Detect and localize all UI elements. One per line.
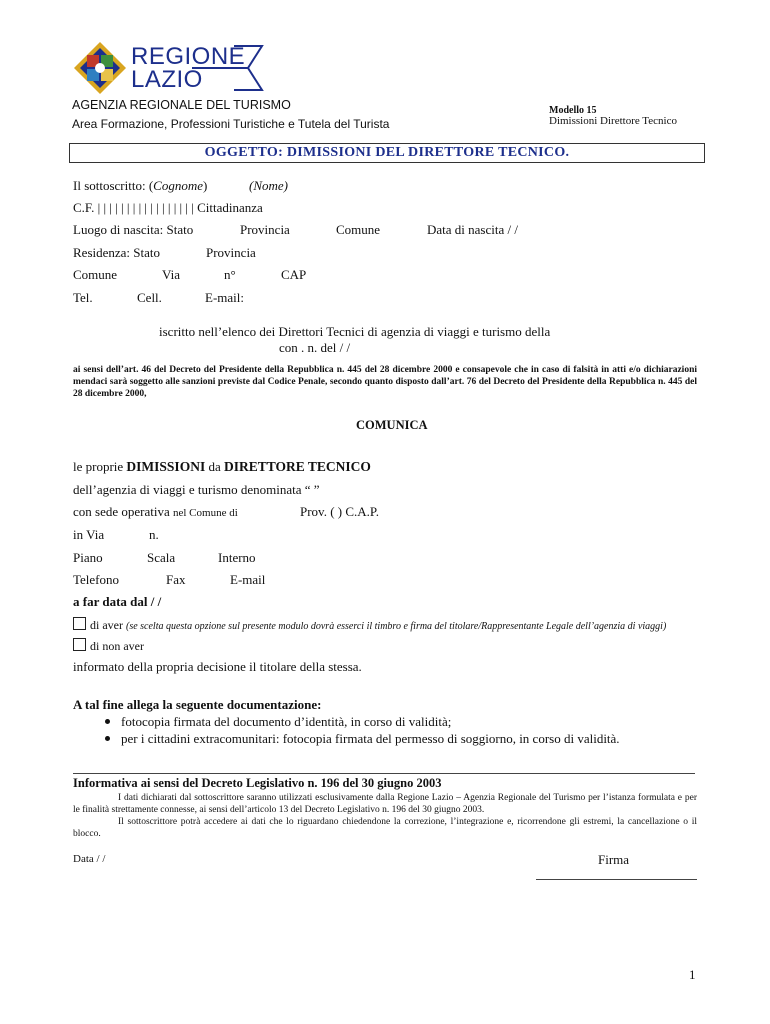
name-label: (Nome) — [249, 178, 288, 193]
option-not-informed-checkbox[interactable] — [73, 638, 86, 651]
comunica-heading: COMUNICA — [356, 418, 428, 432]
undersigned-row — [73, 178, 207, 194]
option-not-informed-row[interactable] — [73, 638, 144, 654]
effective-date-label: a far data dal / / — [73, 594, 162, 609]
attachment-item — [105, 731, 620, 747]
birth-province-label: Provincia — [240, 222, 290, 237]
subject-title: OGGETTO: DIMISSIONI DEL DIRETTORE TECNICO. — [204, 145, 570, 160]
date-field-label: Data / / — [73, 853, 106, 865]
email-label: E-mail: — [205, 290, 244, 305]
legal-declaration: ai sensi dell’art. 46 del Decreto del Presidente della Repubblica n. 445 del 28 dicembre 2000 e consapevole che in caso di falsità in atti e/o dichiarazioni mendaci sarà soggetto alle sanzioni previste dal Codice Penale, secondo quanto disposto dall’art. 76 del Decreto del Presidente della Repubblica n. 445 del 28 dicembre 2000, — [73, 365, 697, 399]
in-via-label: in Via — [73, 527, 105, 542]
resignation-dimissioni: DIMISSIONI — [126, 459, 206, 474]
cell-label: Cell. — [137, 290, 162, 305]
section-divider — [73, 773, 695, 774]
number-label: n° — [224, 267, 236, 282]
telefono-label: Telefono — [73, 572, 120, 587]
attachments-heading: A tal fine allega la seguente documentazione: — [73, 697, 322, 712]
residence-province-label: Provincia — [206, 245, 256, 260]
interno-label: Interno — [218, 550, 256, 565]
option-informed-row[interactable] — [73, 617, 666, 633]
enrolled-line-1: iscritto nell’elenco dei Direttori Tecnici di agenzia di viaggi e turismo della — [159, 324, 551, 339]
comune-label: Comune — [73, 267, 118, 282]
logo-line-lazio: LAZIO — [131, 66, 203, 93]
bullet-icon — [105, 719, 110, 724]
birth-date-label: Data di nascita / / — [427, 222, 518, 237]
residence-state-label: Residenza: Stato — [73, 245, 161, 260]
via-label: Via — [162, 267, 180, 282]
agency-name: AGENZIA REGIONALE DEL TURISMO — [72, 98, 291, 112]
privacy-paragraph-2: Il sottoscrittore potrà accedere ai dati che lo riguardano chiedendone la correzione, l’integrazione e, ricorrendone gli estremi, la cancellazione o il blocco. — [73, 817, 697, 839]
logo-line-regione: REGIONE — [131, 43, 246, 70]
fax-label: Fax — [166, 572, 186, 587]
office-comune-label: nel Comune di — [172, 507, 238, 519]
enrolled-line-2: con . n. del / / — [279, 340, 351, 355]
resignation-email-label: E-mail — [230, 572, 266, 587]
option-informed-checkbox[interactable] — [73, 617, 86, 630]
resignation-prefix: le proprie — [73, 459, 127, 474]
scala-label: Scala — [147, 550, 176, 565]
agency-line: dell’agenzia di viaggi e turismo denominata “ ” — [73, 482, 320, 497]
signature-label: Firma — [598, 852, 630, 867]
prov-cap-label: Prov. ( ) C.A.P. — [300, 504, 379, 519]
undersigned-label: Il sottoscritto: ( — [73, 178, 154, 193]
resignation-middle: da — [205, 459, 224, 474]
page-number: 1 — [689, 967, 696, 982]
model-title: Dimissioni Direttore Tecnico — [549, 115, 677, 127]
subject-box — [69, 143, 705, 163]
resignation-role: DIRETTORE TECNICO — [223, 459, 371, 474]
model-number: Modello 15 — [549, 105, 597, 116]
tel-label: Tel. — [73, 290, 93, 305]
privacy-paragraph-1: I dati dichiarati dal sottoscrittore saranno utilizzati esclusivamente dalla Regione Lazio – Agenzia Regionale del Turismo per l’istanza formulata e per le finalità strettamente connesse, ai sensi dell’articolo 13 del Decreto Legislativo n. 196 del 30 giugno 2003. — [73, 793, 697, 815]
logo-wordmark — [131, 45, 245, 91]
agency-area: Area Formazione, Professioni Turistiche e Tutela del Turista — [72, 117, 390, 131]
cf-row[interactable]: C.F. | | | | | | | | | | | | | | | | | Cittadinanza — [73, 200, 263, 215]
in-via-number-label: n. — [149, 527, 159, 542]
option-informed-note: (se scelta questa opzione sul presente modulo dovrà esserci il timbro e firma del titolare/Rappresentante Legale dell’agenzia di viaggi) — [125, 621, 667, 632]
privacy-heading: Informativa ai sensi del Decreto Legislativo n. 196 del 30 giugno 2003 — [73, 776, 442, 790]
option-informed-label: di aver — [90, 618, 126, 632]
piano-label: Piano — [73, 550, 103, 565]
cap-label: CAP — [281, 267, 307, 282]
office-line — [73, 504, 238, 520]
bullet-icon — [105, 736, 110, 741]
informed-statement: informato della propria decisione il titolare della stessa. — [73, 659, 362, 674]
attachment-item — [105, 714, 451, 730]
surname-close: ) — [203, 178, 208, 193]
region-emblem-icon — [72, 40, 128, 96]
attachment-item-text: per i cittadini extracomunitari: fotocopia firmata del permesso di soggiorno, in corso di validità. — [121, 731, 620, 746]
option-not-informed-label: di non aver — [90, 639, 144, 653]
attachment-item-text: fotocopia firmata del documento d’identità, in corso di validità; — [121, 714, 452, 729]
birth-state-label: Luogo di nascita: Stato — [73, 222, 194, 237]
office-label: con sede operativa — [73, 504, 173, 519]
surname-label: Cognome — [153, 178, 204, 193]
resignation-line — [73, 459, 371, 475]
birth-comune-label: Comune — [336, 222, 381, 237]
signature-line — [536, 879, 697, 880]
